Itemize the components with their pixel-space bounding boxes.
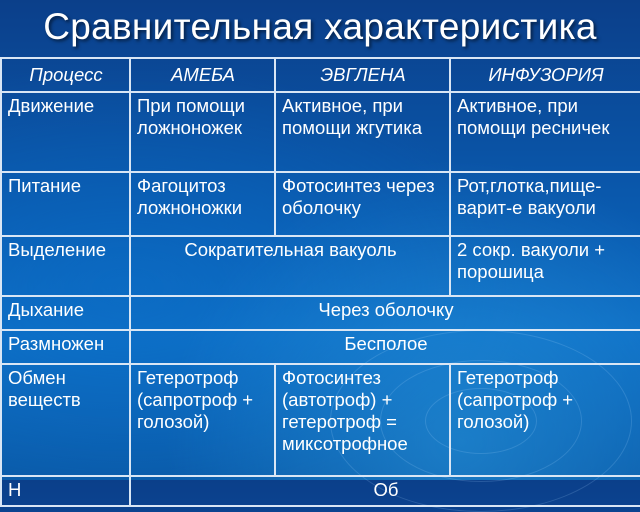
cell-infusoria: Гетеротроф (сапротроф + голозой) bbox=[450, 364, 640, 476]
cell-infusoria: Рот,глотка,пище-варит-е вакуоли bbox=[450, 172, 640, 236]
cell-process: Размножен bbox=[1, 330, 130, 364]
table-row-reproduction bbox=[1, 330, 640, 364]
cell-process: Выделение bbox=[1, 236, 130, 296]
cell-all: Бесполое bbox=[130, 330, 640, 364]
header-infusoria: ИНФУЗОРИЯ bbox=[450, 58, 640, 92]
table-row-metabolism bbox=[1, 364, 640, 476]
cell-ameba: При помощи ложноножек bbox=[130, 92, 275, 172]
table-row-nutrition bbox=[1, 172, 640, 236]
cell-process: Питание bbox=[1, 172, 130, 236]
table-row-respiration bbox=[1, 296, 640, 330]
cell-ameba: Фагоцитоз ложноножки bbox=[130, 172, 275, 236]
cell-process: Дыхание bbox=[1, 296, 130, 330]
cell-process: Н bbox=[1, 476, 130, 506]
header-process: Процесс bbox=[1, 58, 130, 92]
header-euglena: ЭВГЛЕНА bbox=[275, 58, 450, 92]
cell-euglena: Активное, при помощи жгутика bbox=[275, 92, 450, 172]
table-row-movement bbox=[1, 92, 640, 172]
comparison-table bbox=[0, 57, 640, 507]
page-title: Сравнительная характеристика bbox=[43, 6, 597, 47]
table-row-excretion bbox=[1, 236, 640, 296]
cell-all: Через оболочку bbox=[130, 296, 640, 330]
table-row-cut-off bbox=[1, 476, 640, 506]
cell-process: Движение bbox=[1, 92, 130, 172]
cell-infusoria: 2 сокр. вакуоли + порошица bbox=[450, 236, 640, 296]
cell-process: Обмен веществ bbox=[1, 364, 130, 476]
cell-euglena: Фотосинтез (автотроф) + гетеротроф = миксотрофное bbox=[275, 364, 450, 476]
cell-all: Об bbox=[130, 476, 640, 506]
cell-euglena: Фотосинтез через оболочку bbox=[275, 172, 450, 236]
header-ameba: АМЕБА bbox=[130, 58, 275, 92]
cell-infusoria: Активное, при помощи ресничек bbox=[450, 92, 640, 172]
cell-ameba: Гетеротроф (сапротроф + голозой) bbox=[130, 364, 275, 476]
cell-ameba-euglena: Сократительная вакуоль bbox=[130, 236, 450, 296]
table-header-row bbox=[1, 58, 640, 92]
